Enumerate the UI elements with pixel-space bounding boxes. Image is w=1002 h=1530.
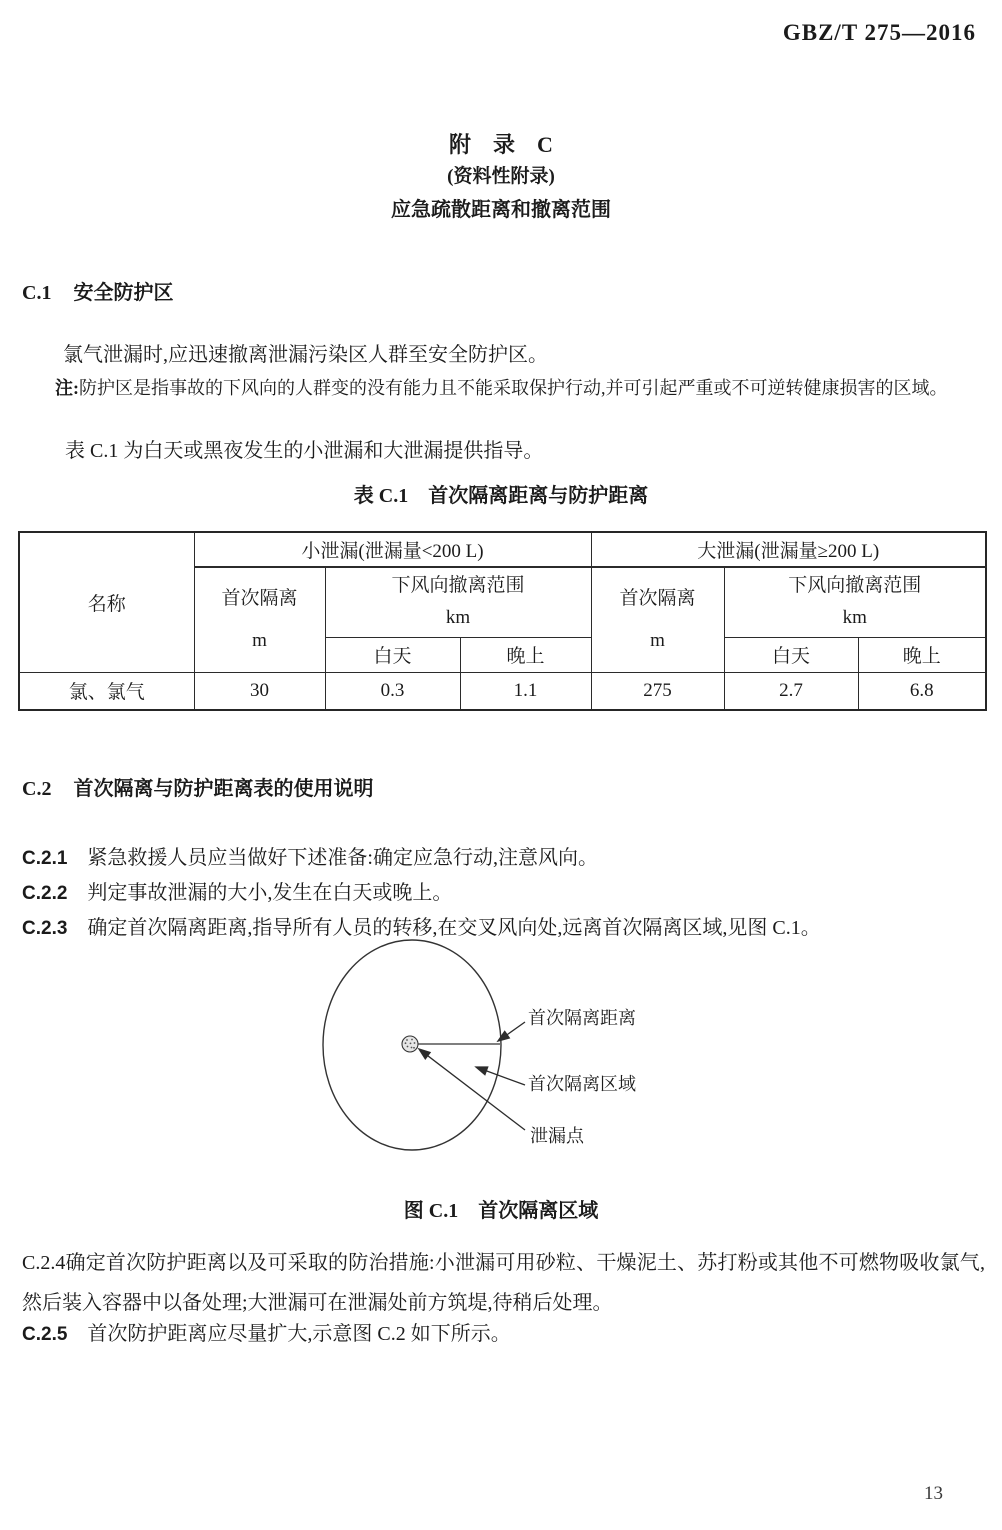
- arrow-line-leak: [420, 1050, 525, 1130]
- note-label: 注:: [55, 378, 79, 398]
- small-downwind-label: 下风向撤离范围: [391, 575, 525, 597]
- large-downwind-label: 下风向撤离范围: [788, 575, 922, 597]
- clause-c2-5-number: C.2.5: [22, 1324, 68, 1345]
- section-c1-number: C.1: [22, 282, 52, 304]
- clause-c2-1-number: C.2.1: [22, 848, 68, 869]
- appendix-title: 附 录 C: [449, 132, 553, 157]
- figure-c1-diagram: [280, 930, 900, 1180]
- section-c2-number: C.2: [22, 778, 52, 800]
- figure-label-leak-point: 泄漏点: [530, 1126, 584, 1146]
- clause-c2-4-text: 确定首次防护距离以及可采取的防治措施:小泄漏可用砂粒、干燥泥土、苏打粉或其他不可燃物吸收氯气,然后装入容器中以备处理;大泄漏可在泄漏处前方筑堤,待稍后处理。: [22, 1252, 985, 1314]
- small-night-header: 晚上: [460, 637, 591, 672]
- paragraph-c1-1: 氯气泄漏时,应迅速撤离泄漏污染区人群至安全防护区。: [63, 344, 548, 366]
- clause-c2-5: [22, 1317, 511, 1346]
- small-isolation-unit: m: [252, 629, 267, 651]
- large-isolation-unit: m: [650, 629, 665, 651]
- table-header-name: 名称: [19, 532, 194, 672]
- figure-label-zone: 首次隔离区域: [528, 1074, 636, 1094]
- section-c1-heading: [22, 276, 173, 305]
- table-header-small-downwind: [325, 567, 591, 637]
- clause-c2-2-number: C.2.2: [22, 883, 68, 904]
- section-c2-title: 首次隔离与防护距离表的使用说明: [73, 778, 374, 800]
- page-number: 13: [924, 1483, 943, 1504]
- arrowhead-zone: [476, 1067, 488, 1075]
- cell-small-day: 0.3: [325, 672, 460, 710]
- table-row: [19, 672, 986, 710]
- table-header-large-isolation: [591, 567, 724, 672]
- small-day-header: 白天: [325, 637, 460, 672]
- section-c2-heading: [22, 772, 373, 801]
- table-header-row-1: [19, 532, 986, 567]
- table-header-large-downwind: [724, 567, 986, 637]
- large-day-header: 白天: [724, 637, 858, 672]
- figure-caption: 图 C.1 首次隔离区域: [403, 1200, 599, 1222]
- standard-number: GBZ/T 275—2016: [782, 20, 976, 45]
- clause-c2-3-number: C.2.3: [22, 918, 68, 939]
- clause-c2-1-text: 紧急救援人员应当做好下述准备:确定应急行动,注意风向。: [87, 847, 598, 869]
- appendix-subtitle: (资料性附录): [447, 166, 555, 187]
- table-header-small-isolation: [194, 567, 325, 672]
- table-caption: 表 C.1 首次隔离距离与防护距离: [353, 485, 649, 507]
- clause-c2-3-text: 确定首次隔离距离,指导所有人员的转移,在交叉风向处,远离首次隔离区域,见图 C.1。: [87, 917, 821, 939]
- cell-small-isolation: 30: [194, 672, 325, 710]
- cell-name: 氯、氯气: [19, 672, 194, 710]
- clause-c2-2-text: 判定事故泄漏的大小,发生在白天或晚上。: [87, 882, 453, 904]
- clause-c2-5-text: 首次防护距离应尽量扩大,示意图 C.2 如下所示。: [87, 1323, 511, 1345]
- cell-large-day: 2.7: [724, 672, 858, 710]
- table-c1: [18, 531, 987, 711]
- appendix-name: 应急疏散距离和撤离范围: [391, 199, 611, 221]
- cell-small-night: 1.1: [460, 672, 591, 710]
- large-night-header: 晚上: [858, 637, 986, 672]
- large-isolation-label: 首次隔离: [619, 587, 696, 609]
- clause-c2-1: [22, 841, 598, 870]
- table-header-large-leak: 大泄漏(泄漏量≥200 L): [591, 532, 986, 567]
- small-downwind-unit: km: [445, 607, 471, 629]
- cell-large-night: 6.8: [858, 672, 986, 710]
- clause-c2-4-number: C.2.4: [22, 1252, 66, 1274]
- note-text: 防护区是指事故的下风向的人群变的没有能力且不能采取保护行动,并可引起严重或不可逆转健康损害的区域。: [79, 378, 948, 398]
- arrowhead-distance: [498, 1031, 509, 1041]
- figure-label-distance: 首次隔离距离: [528, 1008, 636, 1028]
- clause-c2-2: [22, 876, 452, 905]
- clause-c2-4: [22, 1243, 985, 1323]
- arrowhead-leak: [419, 1049, 430, 1059]
- cell-large-isolation: 275: [591, 672, 724, 710]
- small-isolation-label: 首次隔离: [221, 587, 298, 609]
- large-downwind-unit: km: [842, 607, 867, 629]
- section-c1-title: 安全防护区: [73, 282, 174, 304]
- paragraph-c1-2: 表 C.1 为白天或黑夜发生的小泄漏和大泄漏提供指导。: [65, 440, 544, 462]
- table-header-small-leak: 小泄漏(泄漏量<200 L): [194, 532, 591, 567]
- note-paragraph: [55, 371, 1002, 406]
